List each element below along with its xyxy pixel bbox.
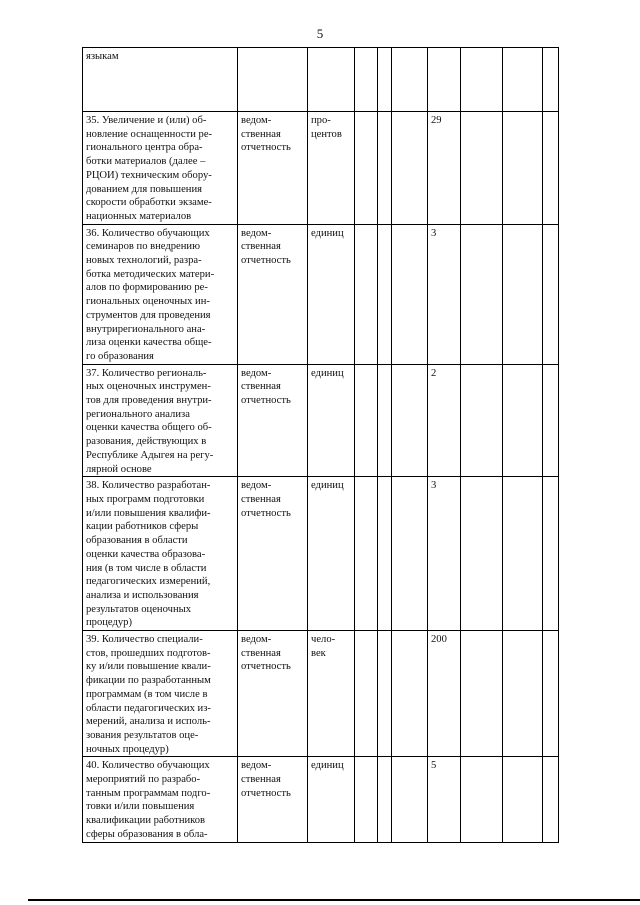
indicator-cell-line: ботка методических матери-	[86, 268, 215, 280]
unit-cell	[308, 364, 355, 477]
empty-cell	[461, 477, 503, 631]
source-cell	[238, 631, 308, 757]
unit-cell-line: век	[311, 647, 326, 659]
unit-cell-line: чело-	[311, 634, 336, 646]
empty-cell	[392, 757, 428, 842]
empty-cell	[461, 364, 503, 477]
indicator-cell-line: новление оснащенности ре-	[86, 128, 213, 140]
empty-cell	[355, 224, 378, 364]
empty-cell	[392, 48, 428, 112]
table-row	[83, 631, 559, 757]
empty-cell	[378, 48, 392, 112]
indicator-cell-line: фикации по разработанным	[86, 675, 211, 687]
table-row	[83, 112, 559, 225]
indicator-cell-line: гиональных оценочных ин-	[86, 296, 210, 308]
source-cell	[238, 477, 308, 631]
empty-cell	[461, 757, 503, 842]
indicator-cell-line: процедур)	[86, 617, 133, 629]
indicator-cell-line: разования, действующих в	[86, 436, 207, 448]
unit-cell	[308, 477, 355, 631]
empty-cell	[543, 477, 559, 631]
source-cell-line: ственная	[241, 647, 281, 659]
indicator-cell-line: результатов оценочных	[86, 603, 192, 615]
indicator-cell-line: 38. Количество разработан-	[86, 480, 211, 492]
empty-cell	[461, 48, 503, 112]
indicator-cell-line: Республике Адыгея на регу-	[86, 449, 214, 461]
page-number: 5	[316, 26, 324, 41]
value-cell: 3	[428, 224, 461, 364]
unit-cell	[308, 631, 355, 757]
indicator-cell-line: новых технологий, разра-	[86, 255, 202, 267]
empty-cell	[543, 364, 559, 477]
empty-cell	[392, 364, 428, 477]
indicator-cell	[83, 364, 238, 477]
source-cell-line: отчетность	[241, 507, 291, 519]
empty-cell	[378, 364, 392, 477]
source-cell-line: ственная	[241, 128, 281, 140]
indicator-cell	[83, 631, 238, 757]
value-cell	[428, 48, 461, 112]
indicator-cell-line: ных программ подготовки	[86, 493, 205, 505]
indicator-cell-line: ботки материалов (далее –	[86, 156, 206, 168]
source-cell-line: отчетность	[241, 395, 291, 407]
source-cell-line: ственная	[241, 381, 281, 393]
indicator-cell-line: оценки качества общего об-	[86, 422, 212, 434]
indicator-cell	[83, 48, 238, 112]
empty-cell	[543, 48, 559, 112]
unit-cell-line: единиц	[311, 227, 344, 239]
indicator-cell-line: 40. Количество обучающих	[86, 760, 210, 772]
empty-cell	[503, 477, 543, 631]
empty-cell	[355, 477, 378, 631]
unit-cell-line: единиц	[311, 480, 344, 492]
value-cell: 2	[428, 364, 461, 477]
value-cell: 29	[428, 112, 461, 225]
value-cell: 5	[428, 757, 461, 842]
indicator-cell	[83, 757, 238, 842]
indicator-cell-line: зования результатов оце-	[86, 729, 199, 741]
indicator-cell-line: 36. Количество обучающих	[86, 227, 210, 239]
empty-cell	[543, 224, 559, 364]
indicator-cell-line: ных оценочных инструмен-	[86, 381, 211, 393]
unit-cell-line: центов	[311, 128, 342, 140]
table-row	[83, 477, 559, 631]
indicator-cell-line: ночных процедур)	[86, 743, 169, 755]
empty-cell	[543, 757, 559, 842]
empty-cell	[355, 48, 378, 112]
indicator-cell-line: скорости обработки экзаме-	[86, 197, 212, 209]
empty-cell	[503, 48, 543, 112]
source-cell-line: ственная	[241, 774, 281, 786]
indicator-cell-line: педагогических измерений,	[86, 576, 211, 588]
indicator-cell-line: 35. Увеличение и (или) об-	[86, 115, 207, 126]
empty-cell	[392, 112, 428, 225]
indicator-cell-line: лиза оценки качества обще-	[86, 337, 212, 349]
indicator-cell-line: ния (в том числе в области	[86, 562, 207, 574]
indicator-cell-line: оценки качества образова-	[86, 548, 206, 560]
unit-cell	[308, 112, 355, 225]
source-cell-line: отчетность	[241, 142, 291, 154]
indicator-cell-line: и/или повышения квалифи-	[86, 507, 211, 519]
empty-cell	[378, 631, 392, 757]
indicator-cell	[83, 224, 238, 364]
indicator-cell-line: мерений, анализа и исполь-	[86, 716, 211, 728]
empty-cell	[503, 364, 543, 477]
source-cell-line: ведом-	[241, 367, 272, 379]
indicator-cell-line: дованием для повышения	[86, 183, 202, 195]
empty-cell	[378, 112, 392, 225]
indicator-cell-line: лярной основе	[86, 463, 152, 475]
source-cell-line: отчетность	[241, 661, 291, 673]
source-cell	[238, 364, 308, 477]
empty-cell	[355, 757, 378, 842]
value-cell: 200	[428, 631, 461, 757]
table-row	[83, 364, 559, 477]
unit-cell	[308, 48, 355, 112]
indicator-cell	[83, 477, 238, 631]
empty-cell	[461, 631, 503, 757]
indicator-cell-line: алов по формированию ре-	[86, 282, 208, 294]
table-row	[83, 48, 559, 112]
indicator-cell-line: области педагогических из-	[86, 702, 211, 714]
source-cell-line: отчетность	[241, 255, 291, 267]
empty-cell	[461, 224, 503, 364]
empty-cell	[378, 224, 392, 364]
indicator-cell	[83, 112, 238, 225]
empty-cell	[461, 112, 503, 225]
table-row	[83, 224, 559, 364]
indicator-cell-line: семинаров по внедрению	[86, 241, 201, 253]
source-cell	[238, 48, 308, 112]
source-cell-line: ведом-	[241, 634, 272, 646]
source-cell	[238, 224, 308, 364]
source-cell-line: ведом-	[241, 227, 272, 239]
empty-cell	[378, 477, 392, 631]
indicator-cell-line: мероприятий по разрабо-	[86, 774, 201, 786]
indicator-cell-line: образования в области	[86, 535, 188, 547]
indicator-cell-line: языкам	[86, 51, 119, 62]
indicator-cell-line: программам (в том числе в	[86, 688, 208, 700]
indicator-cell-line: тов для проведения внутри-	[86, 395, 212, 407]
indicator-cell-line: сферы образования в обла-	[86, 828, 208, 840]
source-cell	[238, 757, 308, 842]
empty-cell	[355, 364, 378, 477]
source-cell	[238, 112, 308, 225]
empty-cell	[392, 631, 428, 757]
empty-cell	[355, 631, 378, 757]
empty-cell	[392, 477, 428, 631]
empty-cell	[355, 112, 378, 225]
empty-cell	[503, 224, 543, 364]
indicator-cell-line: ку и/или повышение квали-	[86, 661, 211, 673]
source-cell-line: ведом-	[241, 115, 272, 126]
empty-cell	[503, 631, 543, 757]
indicators-table	[82, 47, 559, 843]
unit-cell-line: про-	[311, 115, 331, 126]
unit-cell-line: единиц	[311, 760, 344, 772]
empty-cell	[543, 112, 559, 225]
indicator-cell-line: струментов для проведения	[86, 309, 211, 321]
unit-cell	[308, 224, 355, 364]
table-row	[83, 757, 559, 842]
source-cell-line: ведом-	[241, 760, 272, 772]
indicator-cell-line: национных материалов	[86, 210, 192, 222]
source-cell-line: ственная	[241, 493, 281, 505]
indicator-cell-line: го образования	[86, 350, 154, 362]
unit-cell-line: единиц	[311, 367, 344, 379]
indicator-cell-line: стов, прошедших подготов-	[86, 647, 211, 659]
indicator-cell-line: танным программам подго-	[86, 787, 211, 799]
indicator-cell-line: РЦОИ) техническим обору-	[86, 169, 212, 181]
empty-cell	[378, 757, 392, 842]
indicator-cell-line: 39. Количество специали-	[86, 634, 203, 646]
source-cell-line: отчетность	[241, 787, 291, 799]
empty-cell	[392, 224, 428, 364]
empty-cell	[503, 757, 543, 842]
indicator-cell-line: регионального анализа	[86, 408, 190, 420]
indicator-cell-line: товки и/или повышения	[86, 801, 195, 813]
indicator-cell-line: анализа и использования	[86, 589, 199, 601]
source-cell-line: ственная	[241, 241, 281, 253]
empty-cell	[503, 112, 543, 225]
value-cell: 3	[428, 477, 461, 631]
source-cell-line: ведом-	[241, 480, 272, 492]
indicator-cell-line: внутрирегионального ана-	[86, 323, 206, 335]
unit-cell	[308, 757, 355, 842]
empty-cell	[543, 631, 559, 757]
indicator-cell-line: квалификации работников	[86, 815, 206, 827]
indicator-cell-line: 37. Количество региональ-	[86, 367, 207, 379]
indicator-cell-line: гионального центра обра-	[86, 142, 203, 154]
page-bottom-border	[28, 899, 640, 901]
indicator-cell-line: кации работников сферы	[86, 521, 199, 533]
